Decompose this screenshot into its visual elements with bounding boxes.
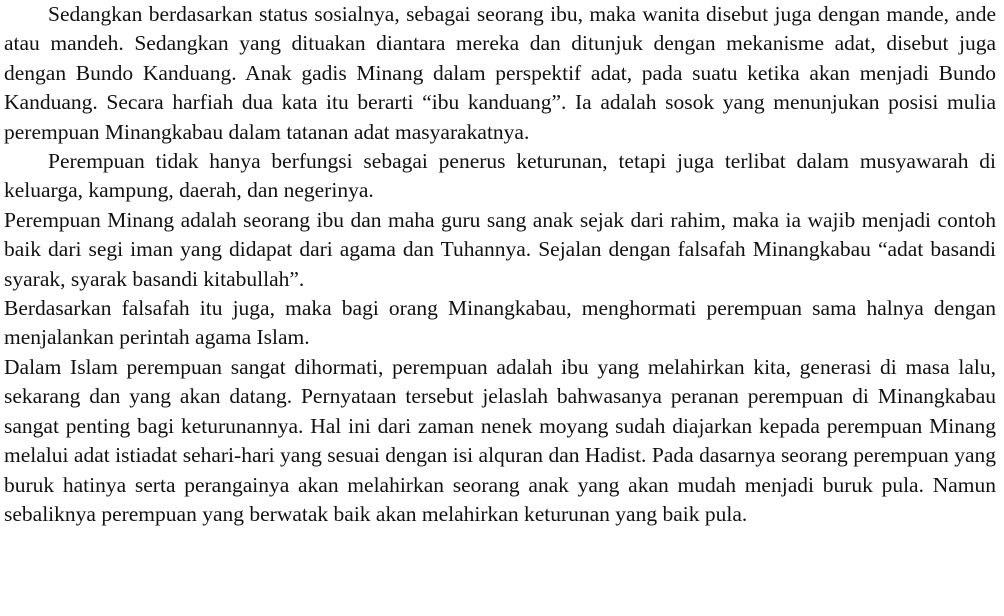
paragraph-maha-guru: Perempuan Minang adalah seorang ibu dan maha guru sang anak sejak dari rahim, maka ia wajib menjadi contoh baik dari segi iman yang didapat dari agama dan Tuhannya. Sejalan dengan falsafah Minangkabau “adat basandi syarak, syarak basandi kitabullah”.: [4, 207, 996, 291]
paragraph-falsafah: Berdasarkan falsafah itu juga, maka bagi orang Minangkabau, menghormati perempuan sama halnya dengan menjalankan perintah agama Islam.: [4, 296, 996, 350]
paragraph-bundo-kanduang: Sedangkan berdasarkan status sosialnya, sebagai seorang ibu, maka wanita disebut juga dengan mande, ande atau mandeh. Sedangkan yang dituakan diantara mereka dan ditunjuk dengan mekanisme adat, disebut juga dengan Bundo Kanduang. Anak gadis Minang dalam perspektif adat, pada suatu ketika akan menjadi Bundo Kanduang. Secara harfiah dua kata itu berarti “ibu kanduang”. Ia adalah sosok yang menunjukan posisi mulia perempuan Minangkabau dalam tatanan adat masyarakatnya.: [4, 2, 996, 144]
paragraph-islam: Dalam Islam perempuan sangat dihormati, perempuan adalah ibu yang melahirkan kita, generasi di masa lalu, sekarang dan yang akan datang. Pernyataan tersebut jelaslah bahwasanya peranan perempuan di Minangkabau sangat penting bagi keturunannya. Hal ini dari zaman nenek moyang sudah diajarkan kepada perempuan Minang melalui adat istiadat sehari-hari yang sesuai dengan isi alquran dan Hadist. Pada dasarnya seorang perempuan yang buruk hatinya serta perangainya akan melahirkan seorang anak yang akan mudah menjadi buruk pula. Namun sebaliknya perempuan yang berwatak baik akan melahirkan keturunan yang baik pula.: [4, 354, 996, 526]
paragraph-musyawarah: Perempuan tidak hanya berfungsi sebagai penerus keturunan, tetapi juga terlibat dalam musyawarah di keluarga, kampung, daerah, dan negerinya.: [4, 149, 996, 203]
